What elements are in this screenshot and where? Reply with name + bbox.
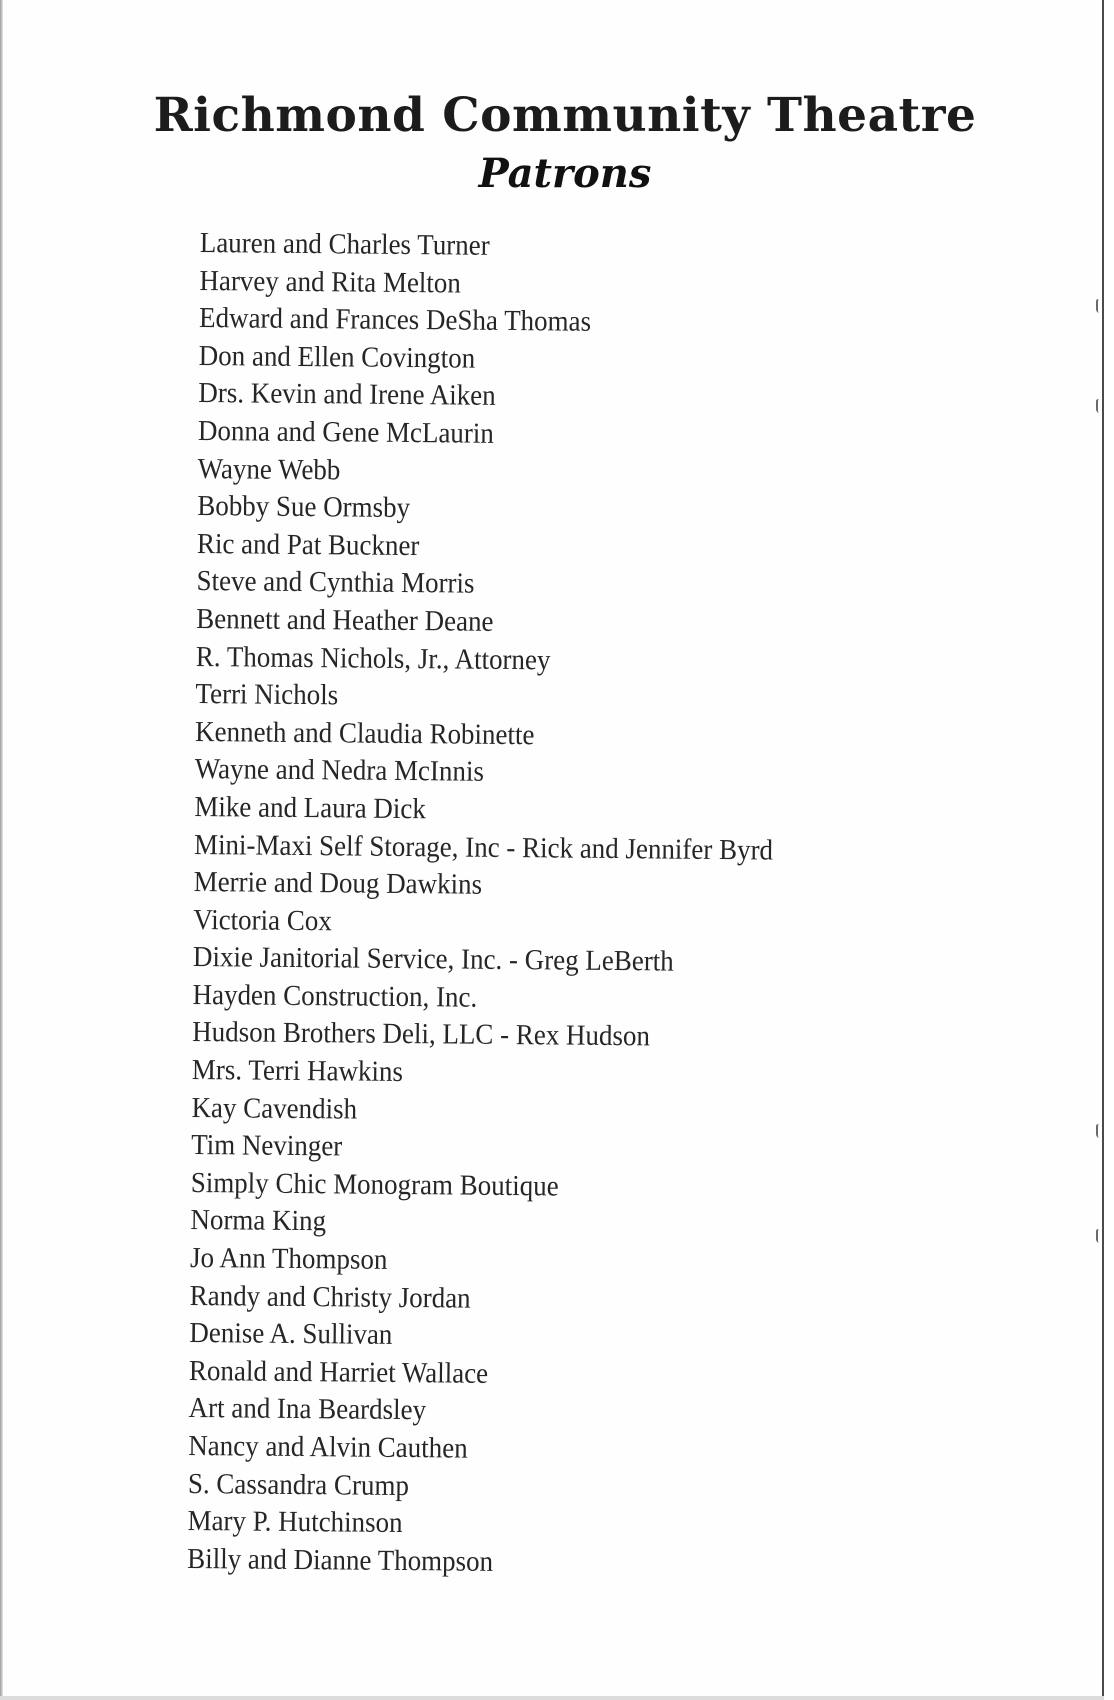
patron-name: Ric and Pat Buckner [196,527,420,562]
staple-mark [1096,398,1106,416]
patron-name: R. Thomas Nichols, Jr., Attorney [195,640,551,676]
patron-name: Wayne Webb [197,452,341,486]
patron-name: Donna and Gene McLaurin [197,414,494,450]
patron-name: Steve and Cynthia Morris [196,565,475,600]
patron-name: Mike and Laura Dick [194,790,426,826]
patron-name: Don and Ellen Covington [198,339,476,375]
patron-name: Jo Ann Thompson [189,1241,388,1276]
patron-name: Mini-Maxi Self Storage, Inc - Rick and Jennifer Byrd [193,828,774,867]
patron-name: S. Cassandra Crump [187,1467,410,1502]
patron-name: Bennett and Heather Deane [196,602,494,638]
patron-name: Hudson Brothers Deli, LLC - Rex Hudson [192,1016,651,1053]
patron-name: Simply Chic Monogram Boutique [190,1166,559,1203]
patron-name: Mrs. Terri Hawkins [191,1054,404,1089]
page-left-edge [0,0,3,1700]
patron-name: Randy and Christy Jordan [189,1279,471,1315]
patron-name: Harvey and Rita Melton [199,264,462,300]
patron-name: Norma King [190,1204,327,1238]
patron-name: Kenneth and Claudia Robinette [194,715,535,751]
patron-name: Nancy and Alvin Cauthen [188,1429,468,1465]
patron-name: Terri Nichols [195,678,339,712]
patron-name: Billy and Dianne Thompson [187,1542,494,1578]
patron-name: Dixie Janitorial Service, Inc. - Greg LeBerth [192,941,674,978]
staple-mark [1096,1228,1106,1246]
patron-name: Denise A. Sullivan [189,1317,393,1352]
patron-name: Mary P. Hutchinson [187,1505,403,1540]
page-title: Richmond Community Theatre [153,88,977,143]
patron-name: Lauren and Charles Turner [199,226,490,262]
staple-mark [1096,298,1106,316]
patron-name: Victoria Cox [193,903,332,937]
patron-name: Drs. Kevin and Irene Aiken [198,377,496,413]
patron-name: Edward and Frances DeSha Thomas [198,302,592,338]
staple-mark [1096,1123,1106,1141]
page-bottom-edge [0,1696,1104,1700]
page-subtitle: Patrons [478,150,652,197]
patron-name: Art and Ina Beardsley [188,1392,427,1427]
patron-name: Wayne and Nedra McInnis [194,753,485,789]
patron-name: Hayden Construction, Inc. [192,978,478,1014]
patron-name: Merrie and Doug Dawkins [193,866,483,901]
patron-list [187,225,1060,1587]
patron-name: Kay Cavendish [191,1091,358,1126]
patron-name: Ronald and Harriet Wallace [188,1354,489,1390]
patron-name: Tim Nevinger [191,1129,343,1163]
patron-name: Bobby Sue Ormsby [197,490,411,525]
